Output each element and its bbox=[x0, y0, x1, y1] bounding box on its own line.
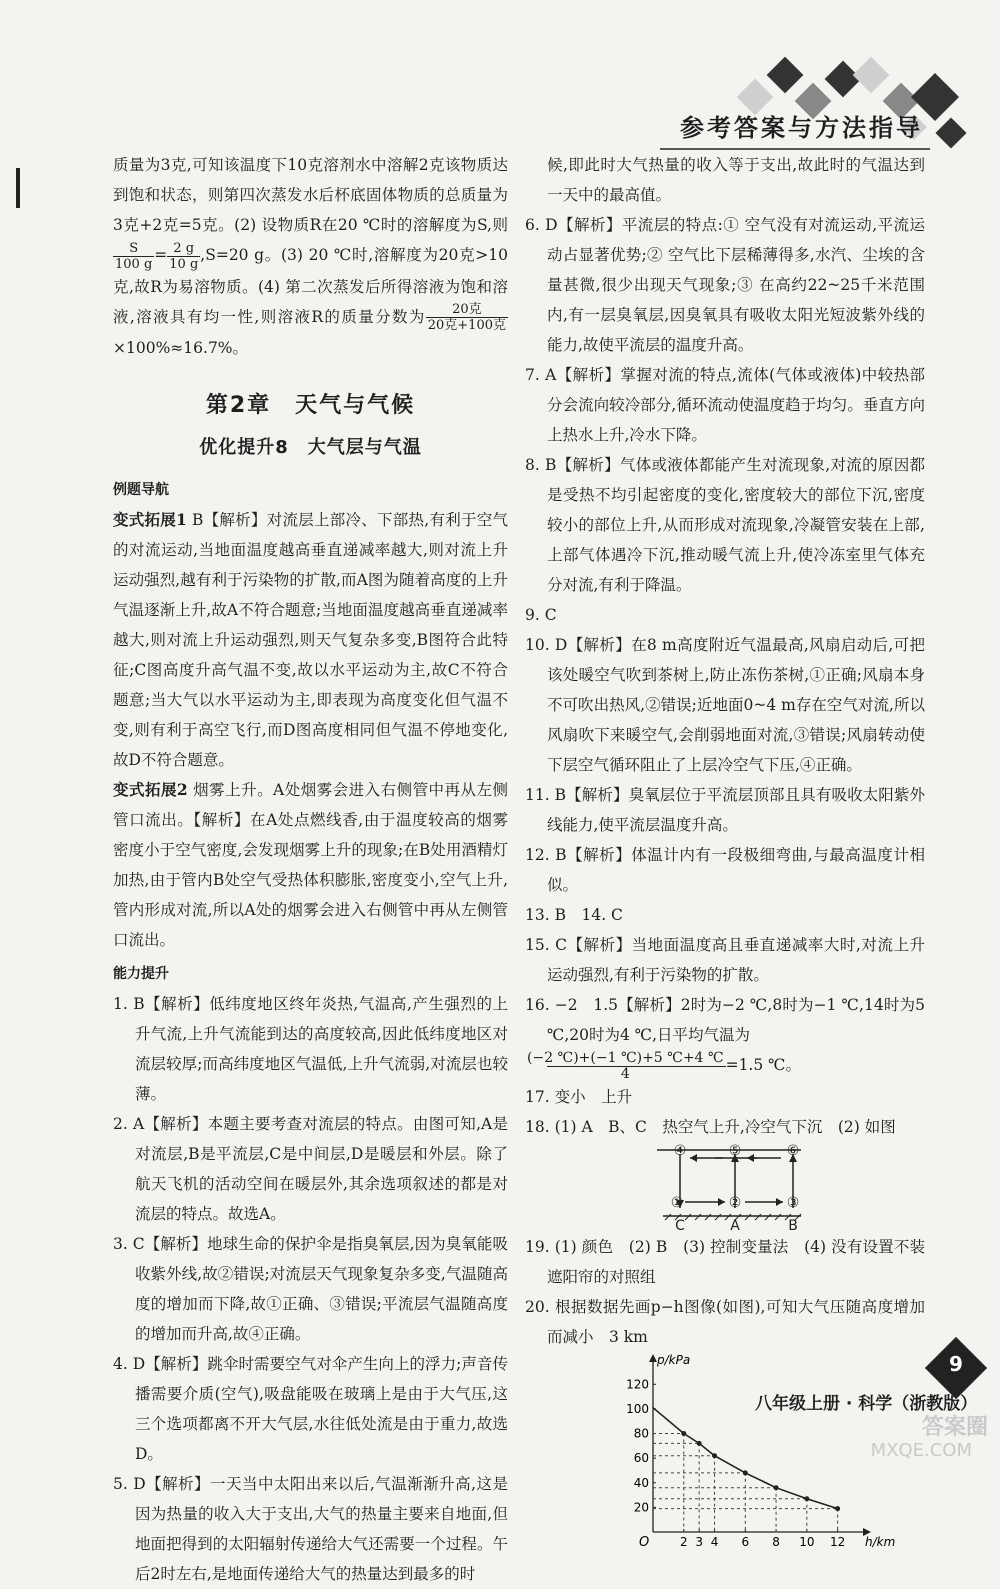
convection-diagram bbox=[525, 1142, 925, 1232]
y-tick-label: 80 bbox=[633, 1426, 649, 1441]
diagram-label-4: ④ bbox=[673, 1142, 687, 1159]
x-tick-label: 8 bbox=[772, 1534, 780, 1549]
answer-4: 4. D【解析】跳伞时需要空气对伞产生向上的浮力;声音传播需要介质(空气),吸盘能吸在玻璃上是由于大气压,这三个选项都离不开大气层,水往低处流是由于重力,故选D。 bbox=[113, 1355, 508, 1463]
data-point bbox=[712, 1453, 717, 1458]
fraction-s: $\frac{S}{100 g}$ bbox=[115, 240, 153, 272]
answer-11: 11. B【解析】臭氧层位于平流层顶部且具有吸收太阳紫外线能力,使平流层温度升高。 bbox=[525, 786, 925, 834]
answer-3: 3. C【解析】地球生命的保护伞是指臭氧层,因为臭氧能吸收紫外线,故②错误;对流层天气现象复杂多变,气温随高度的增加而下降,故①正确、③错误;平流层气温随高度的增加而升高,故④正确。 bbox=[113, 1235, 508, 1343]
x-tick-label: 4 bbox=[710, 1534, 719, 1549]
left-continuation: 质量为3克,可知该温度下10克溶剂水中溶解2克该物质达到饱和状态，则第四次蒸发水后杯底固体物质的总质量为3克+2克=5克。(2) 设物质R在20 ℃时的溶解度为S,则 $\frac{S}{100 g}$ = $\frac{2 g}{10 g}$ ,S=20 g。(3) 20 ℃时,溶解度为20克>10克,故R为易溶物质。(4) 第二次蒸发后所得溶液为饱和溶液,溶液具有均一性,则溶液R的质量分数为 $\frac{\text{20克}}{\text{20克+100克}}$ ×100%≈16.7%。 bbox=[113, 156, 508, 357]
answer-19: 19. (1) 颜色 (2) B (3) 控制变量法 (4) 没有设置不装遮阳帘的对照组 bbox=[525, 1237, 925, 1286]
y-tick-label: 40 bbox=[633, 1475, 649, 1490]
section-title: 优化提升8 大气层与气温 bbox=[199, 437, 422, 458]
header-title: 参考答案与方法指导 bbox=[680, 114, 923, 142]
answer-13-14: 13. B 14. C bbox=[525, 906, 623, 924]
data-point bbox=[681, 1431, 686, 1436]
y-axis-arrow bbox=[649, 1354, 657, 1362]
left-column bbox=[113, 150, 508, 1589]
answer-10: 10. D【解析】在8 m高度附近气温最高,风扇启动后,可把该处暖空气吹到茶树上,防止冻伤茶树,①正确;风扇本身不可吹出热风,②错误;近地面0~4 m存在空气对流,所以风扇吹下来暖空气,会削弱地面对流,③错误;风扇转动使下层空气循环阻止了上层冷空气下压,④正确。 bbox=[525, 636, 925, 774]
page-number: 9 bbox=[949, 1352, 963, 1376]
answer-6: 6. D【解析】平流层的特点:① 空气没有对流运动,平流运动占显著优势;② 空气比下层稀薄得多,水汽、尘埃的含量甚微,很少出现天气现象;③ 在高约22~25千米范围内,有一层臭氧层,因臭氧具有吸收太阳光短波紫外线的能力,故使平流层的温度升高。 bbox=[525, 216, 925, 354]
data-point bbox=[774, 1485, 779, 1490]
subhead-ability: 能力提升 bbox=[113, 966, 169, 982]
origin-label: O bbox=[639, 1534, 650, 1550]
example-1: 变式拓展1 B【解析】对流层上部冷、下部热,有利于空气的对流运动,当地面温度越高垂直递减率越大,则对流上升运动强烈,越有利于污染物的扩散,而A图为随着高度的上升气温逐渐上升,故A不符合题意;当地面温度越高垂直递减率越大,则对流上升运动强烈,则天气复杂多变,B图符合此特征;C图高度升高气温不变,故以水平运动为主,故C不符合题意;当大气以水平运动为主,即表现为高度变化但气温不变,则有利于高空飞行,而D图高度相同但气温不停地变化,故D不符合题意。 bbox=[113, 510, 508, 769]
diagram-label-c: C bbox=[675, 1217, 685, 1232]
y-tick-label: 20 bbox=[633, 1499, 649, 1514]
answer-5-continued: 候,即此时大气热量的收入等于支出,故此时的气温达到一天中的最高值。 bbox=[547, 156, 925, 204]
answer-15: 15. C【解析】当地面温度高且垂直递减率大时,对流上升运动强烈,有利于污染物的扩散。 bbox=[525, 936, 925, 984]
answer-5: 5. D【解析】一天当中太阳出来以后,气温渐渐升高,这是因为热量的收入大于支出,大气的热量主要来自地面,但地面把得到的太阳辐射传递给大气还需要一个过程。午后2时左右,是地面传递给大气的热量达到最多的时 bbox=[113, 1475, 508, 1583]
answer-18: 18. (1) A B、C 热空气上升,冷空气下沉 (2) 如图 bbox=[525, 1117, 896, 1136]
fraction-2g: $\frac{2 g}{10 g}$ bbox=[169, 240, 199, 272]
diagram-label-a: A bbox=[730, 1217, 740, 1232]
y-tick-label: 100 bbox=[626, 1401, 649, 1416]
answer-16: 16. −2 1.5【解析】2时为−2 ℃,8时为−1 ℃,14时为5 ℃,20时为4 ℃,日平均气温为 $\frac{(-2 ℃)+(-1 ℃)+5 ℃+4 ℃}{4}$ =1.5 ℃。 bbox=[525, 996, 925, 1082]
y-axis-label: p/kPa bbox=[657, 1352, 691, 1367]
pressure-height-chart bbox=[525, 1352, 925, 1552]
y-tick-label: 60 bbox=[633, 1450, 649, 1465]
answer-12: 12. B【解析】体温计内有一段极细弯曲,与最高温度计相似。 bbox=[525, 846, 925, 894]
diagram-label-5: ⑤ bbox=[728, 1142, 742, 1159]
diagram-label-1: ① bbox=[670, 1194, 684, 1211]
fraction-mass: $\frac{\text{20克}}{\text{20克+100克}}$ bbox=[427, 302, 506, 333]
x-tick-label: 2 bbox=[679, 1534, 688, 1549]
right-column bbox=[525, 150, 925, 1552]
x-tick-label: 6 bbox=[741, 1534, 750, 1549]
chapter-title: 第2章 天气与气候 bbox=[205, 393, 416, 418]
watermark-logo: 答案圈 bbox=[921, 1415, 988, 1440]
diagram-label-b: B bbox=[788, 1217, 798, 1232]
x-tick-label: 10 bbox=[799, 1534, 815, 1549]
data-point bbox=[697, 1440, 702, 1445]
answer-20: 20. 根据数据先画p−h图像(如图),可知大气压随高度增加而减小 3 km bbox=[525, 1297, 925, 1346]
y-tick-label: 120 bbox=[626, 1376, 649, 1391]
answer-7: 7. A【解析】掌握对流的特点,流体(气体或液体)中较热部分会流向较冷部分,循环流动使温度趋于均匀。垂直方向上热水上升,冷水下降。 bbox=[525, 366, 925, 444]
answer-17: 17. 变小 上升 bbox=[525, 1087, 633, 1106]
answer-2: 2. A【解析】本题主要考查对流层的特点。由图可知,A是对流层,B是平流层,C是中间层,D是暖层和外层。除了航天飞机的活动空间在暖层外,其余选项叙述的都是对流层的特点。故选A。 bbox=[113, 1115, 508, 1223]
footer-book-title: 八年级上册 · 科学（浙教版） bbox=[755, 1394, 978, 1414]
x-axis-label: h/km bbox=[865, 1534, 896, 1549]
answer-9: 9. C bbox=[525, 606, 557, 624]
data-point bbox=[835, 1506, 840, 1511]
fraction-avg-temp: $\frac{(-2 ℃)+(-1 ℃)+5 ℃+4 ℃}{4}$ bbox=[527, 1049, 724, 1082]
x-tick-label: 3 bbox=[695, 1534, 703, 1549]
answer-8: 8. B【解析】气体或液体都能产生对流现象,对流的原因都是受热不均引起密度的变化,密度较大的部位下沉,密度较小的部位上升,从而形成对流现象,冷凝管安装在上部,上部气体遇冷下沉,推动暖气流上升,使冷冻室里气体充分对流,有利于降温。 bbox=[525, 456, 925, 594]
diagram-label-6: ⑥ bbox=[786, 1142, 800, 1159]
data-point bbox=[804, 1496, 809, 1501]
answer-1: 1. B【解析】低纬度地区终年炎热,气温高,产生强烈的上升气流,上升气流能到达的高度较高,因此低纬度地区对流层较厚;而高纬度地区气温低,上升气流弱,对流层也较薄。 bbox=[113, 995, 508, 1103]
diagram-label-3: ③ bbox=[786, 1194, 800, 1211]
x-tick-label: 12 bbox=[829, 1534, 846, 1549]
example-2: 变式拓展2 烟雾上升。A处烟雾会进入右侧管中再从左侧管口流出。【解析】在A处点燃线香,由于温度较高的烟雾密度小于空气密度,会发现烟雾上升的现象;在B处用酒精灯加热,由于管内B处空气受热体积膨胀,密度变小,空气上升,管内形成对流,所以A处的烟雾会进入右侧管中再从左侧管口流出。 bbox=[113, 780, 508, 949]
diagram-label-2: ② bbox=[728, 1194, 742, 1211]
watermark-url: MXQE.COM bbox=[870, 1440, 972, 1461]
margin-mark bbox=[16, 168, 20, 208]
subhead-examples: 例题导航 bbox=[113, 482, 169, 498]
